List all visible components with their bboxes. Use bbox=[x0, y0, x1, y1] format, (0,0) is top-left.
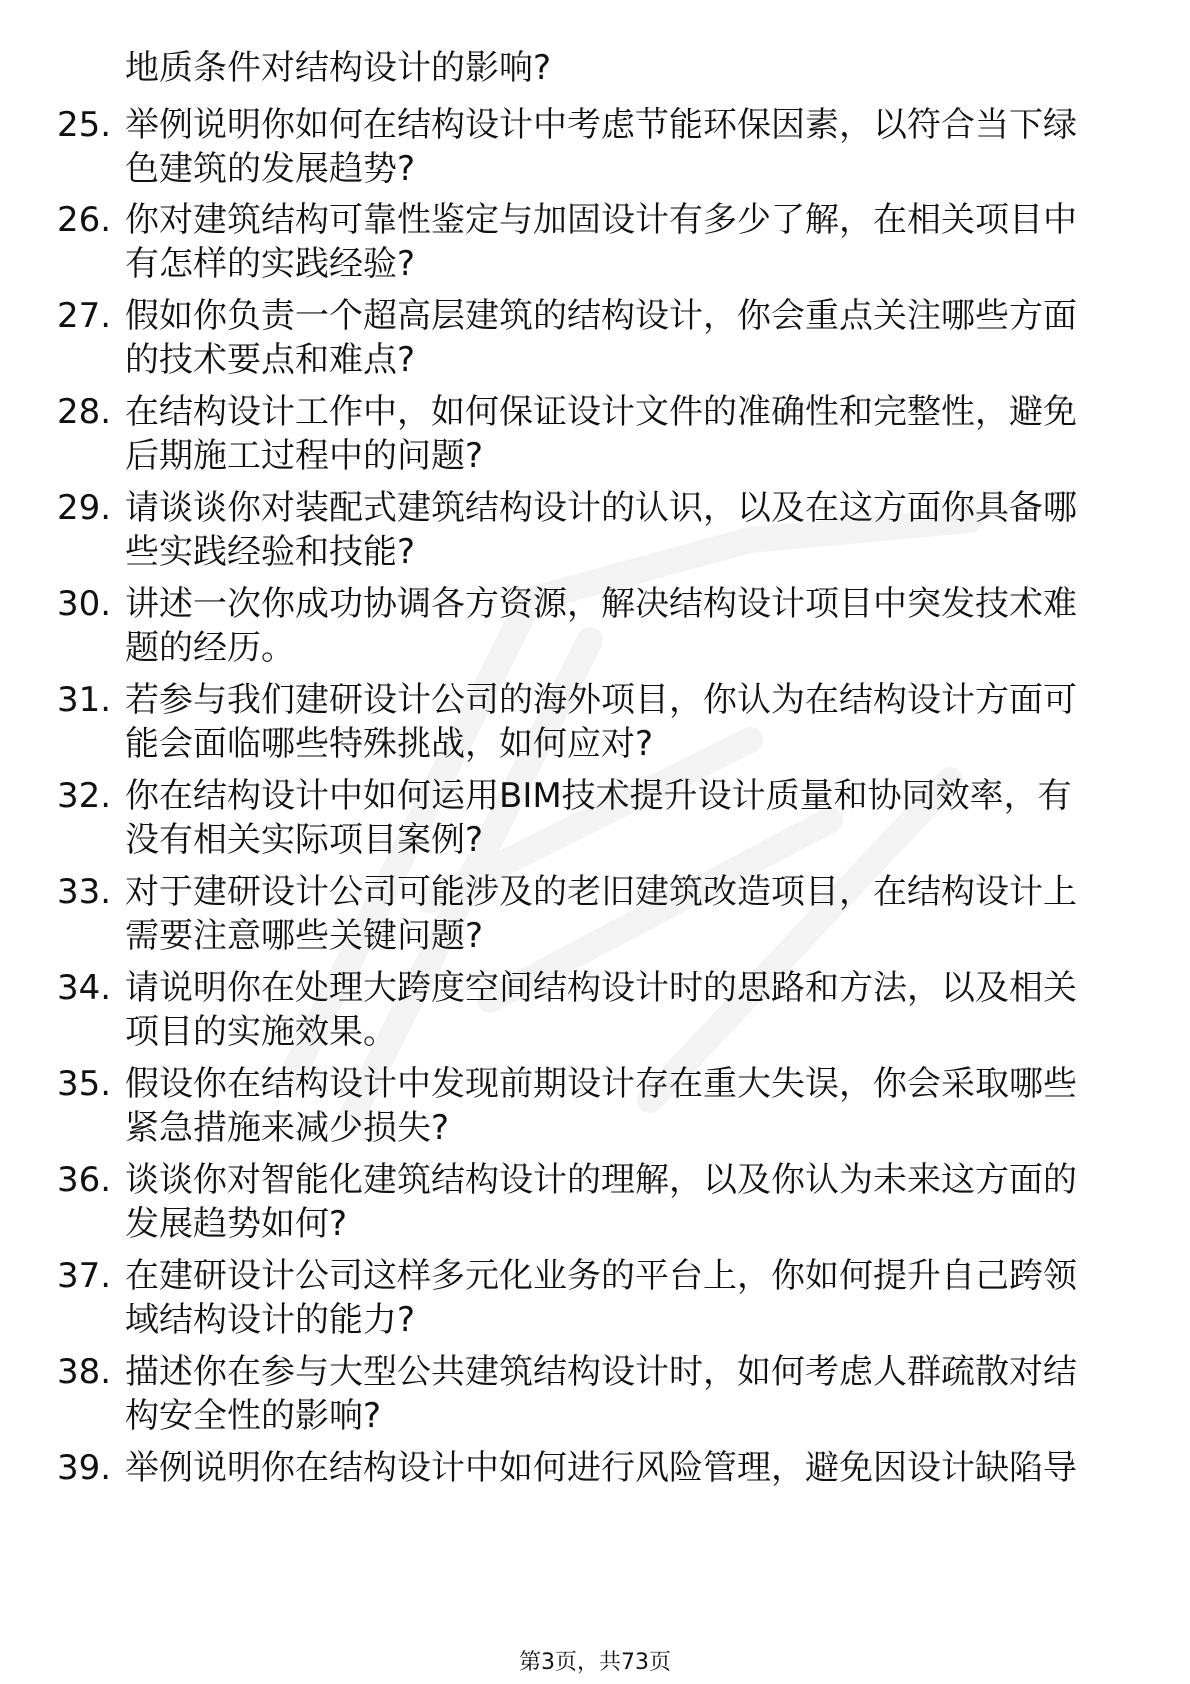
question-text-line: 发展趋势如何? bbox=[125, 1204, 348, 1244]
question-text-line: 构安全性的影响? bbox=[125, 1396, 382, 1436]
question-text-line: 你在结构设计中如何运用BIM技术提升设计质量和协同效率，有 bbox=[125, 776, 1072, 816]
question-text-line: 紧急措施来减少损失? bbox=[125, 1108, 450, 1148]
question-number: 39. bbox=[57, 1448, 112, 1488]
question-text-line: 若参与我们建研设计公司的海外项目，你认为在结构设计方面可 bbox=[125, 680, 1077, 720]
question-number: 25. bbox=[57, 105, 112, 145]
question-text-line: 谈谈你对智能化建筑结构设计的理解，以及你认为未来这方面的 bbox=[125, 1160, 1077, 1200]
question-text-line: 讲述一次你成功协调各方资源，解决结构设计项目中突发技术难 bbox=[125, 584, 1077, 624]
question-text-line: 在建研设计公司这样多元化业务的平台上，你如何提升自己跨领 bbox=[125, 1256, 1077, 1296]
question-number: 38. bbox=[57, 1352, 112, 1392]
question-number: 37. bbox=[57, 1256, 112, 1296]
question-text-line: 举例说明你在结构设计中如何进行风险管理，避免因设计缺陷导 bbox=[125, 1448, 1077, 1488]
question-text-line: 请说明你在处理大跨度空间结构设计时的思路和方法，以及相关 bbox=[125, 968, 1077, 1008]
question-number: 33. bbox=[57, 872, 112, 912]
question-text-line: 地质条件对结构设计的影响? bbox=[125, 48, 552, 88]
question-text-line: 没有相关实际项目案例? bbox=[125, 820, 484, 860]
question-text-line: 域结构设计的能力? bbox=[125, 1300, 416, 1340]
question-text-line: 后期施工过程中的问题? bbox=[125, 436, 484, 476]
question-number: 29. bbox=[57, 488, 112, 528]
question-number: 28. bbox=[57, 392, 112, 432]
question-text-line: 需要注意哪些关键问题? bbox=[125, 916, 484, 956]
question-text-line: 假如你负责一个超高层建筑的结构设计，你会重点关注哪些方面 bbox=[125, 296, 1077, 336]
question-text-line: 举例说明你如何在结构设计中考虑节能环保因素，以符合当下绿 bbox=[125, 105, 1077, 145]
question-text-line: 描述你在参与大型公共建筑结构设计时，如何考虑人群疏散对结 bbox=[125, 1352, 1077, 1392]
question-text-line: 请谈谈你对装配式建筑结构设计的认识，以及在这方面你具备哪 bbox=[125, 488, 1077, 528]
question-text-line: 有怎样的实践经验? bbox=[125, 244, 416, 284]
question-text-line: 的技术要点和难点? bbox=[125, 340, 416, 380]
question-text-line: 色建筑的发展趋势? bbox=[125, 149, 416, 189]
question-text-line: 对于建研设计公司可能涉及的老旧建筑改造项目，在结构设计上 bbox=[125, 872, 1077, 912]
question-text-line: 假设你在结构设计中发现前期设计存在重大失误，你会采取哪些 bbox=[125, 1064, 1077, 1104]
question-text-line: 些实践经验和技能? bbox=[125, 532, 416, 572]
question-number: 26. bbox=[57, 200, 112, 240]
question-number: 32. bbox=[57, 776, 112, 816]
question-text-line: 项目的实施效果。 bbox=[125, 1012, 397, 1052]
question-text-line: 在结构设计工作中，如何保证设计文件的准确性和完整性，避免 bbox=[125, 392, 1077, 432]
question-text-line: 题的经历。 bbox=[125, 628, 295, 668]
question-number: 36. bbox=[57, 1160, 112, 1200]
question-text-line: 你对建筑结构可靠性鉴定与加固设计有多少了解，在相关项目中 bbox=[125, 200, 1077, 240]
question-number: 27. bbox=[57, 296, 112, 336]
page-footer: 第3页，共73页 bbox=[519, 1650, 671, 1675]
question-number: 35. bbox=[57, 1064, 112, 1104]
question-text-line: 能会面临哪些特殊挑战，如何应对? bbox=[125, 724, 654, 764]
question-number: 31. bbox=[57, 680, 112, 720]
question-number: 34. bbox=[57, 968, 112, 1008]
question-number: 30. bbox=[57, 584, 112, 624]
